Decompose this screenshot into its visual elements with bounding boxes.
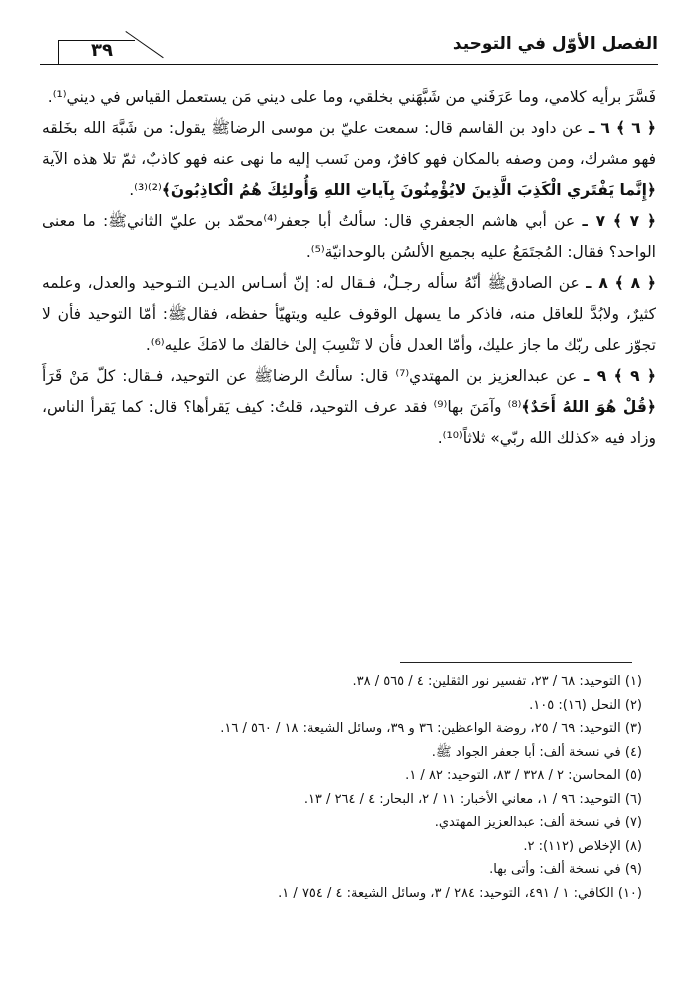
footnote-item: (٧) في نسخة ألف: عبدالعزيز المهتدي. [434,815,642,830]
footnote-item: (٨) الإخلاص (١١٢): ٢. [523,838,642,854]
hadith-8 [42,268,656,361]
footnote-item: (٤) في نسخة ألف: أبا جعفر الجواد ﷺ. [431,744,642,760]
hadith-9 [42,361,656,454]
hadith-number: ﴿ ٧ ﴾ ٧ ـ [582,212,656,230]
running-header [40,26,658,70]
footnote-item: (٩) في نسخة ألف: وأتى بها. [489,862,642,877]
footnote-item: (٦) التوحيد: ٩٦ / ١، معاني الأخبار: ١١ / ٢، البحار: ٤ / ٢٦٤ / ١٣. [303,791,642,807]
hadith-tail: ⁽⁸⁾ وآمَنَ بها⁽⁹⁾ فقد عرف التوحيد، قلتُ: كيف يَقرأها؟ قال: كما يَقرأ الناس، وزاد فيه «كذلك الله ربّي» ثلاثاً⁽¹⁰⁾. [42,398,656,447]
hadith-number: ﴿ ٩ ﴾ ٩ ـ [584,367,656,385]
header-title: الفصل الأوّل في التوحيد [452,34,658,54]
hadith-6 [42,113,656,206]
intro-paragraph: فَسَّرَ برأيه كلامي، وما عَرَفَني من شَبَّهَني بخلقي، وما على ديني مَن يستعمل القياس في ديني⁽¹⁾. [47,88,656,106]
footnote-item: (٥) المحاسن: ٢ / ٣٢٨ / ٨٣، التوحيد: ٨٢ / ١. [405,768,642,783]
page-number: ٣٩ [91,40,113,61]
hadith-number: ﴿ ٨ ﴾ ٨ ـ [586,274,656,292]
quran-verse: ﴿إِنَّما يَفْتَري الْكَذِبَ الَّذِينَ لايُؤْمِنُونَ بِآياتِ اللهِ وَأُولئِكَ هُمُ الْكاذِبُونَ﴾ [161,181,656,199]
hadith-7 [42,206,656,268]
hadith-number: ﴿ ٦ ﴾ ٦ ـ [588,119,656,137]
footnote-item: (١) التوحيد: ٦٨ / ٢٣، تفسير نور الثقلين: ٤ / ٥٦٥ / ٣٨. [352,674,642,689]
quran-verse: ﴿قُلْ هُوَ اللهُ أَحَدٌ﴾ [521,398,656,416]
footnote-separator [400,662,632,663]
hadith-text: عن عبدالعزيز بن المهتدي⁽⁷⁾ قال: سألتُ الرضاﷺ عن التوحيد، فـقال: كلّ مَنْ قَرَأَ [42,367,578,385]
hadith-text: عن داود بن القاسم قال: سمعت عليّ بن موسى الرضاﷺ يقول: من شَبَّهَ الله بخَلقه فهو مشرك، ومن وصفه بالمكان فهو كافرٌ، ومن نَسب إليه ما نهى عنه فهو كاذبٌ، ثمّ تلا هذه الآية [42,119,656,168]
hadith-text: عن أبي هاشم الجعفري قال: سألتُ أبا جعفر⁽⁴⁾محمّد بن عليّ الثانيﷺ: ما معنى الواحد؟ فقال: المُجتَمَعُ عليه بجميع الألسُن بالوحدانيّة⁽⁵⁾. [42,212,656,261]
footnote-item: (١٠) الكافي: ١ / ٤٩١، التوحيد: ٢٨٤ / ٣، وسائل الشيعة: ٤ / ٧٥٤ / ١. [278,885,642,901]
footnotes [42,670,656,905]
hadith-tail: ⁽²⁾⁽³⁾. [129,181,162,199]
main-text [42,82,656,454]
hadith-text: عن الصادقﷺ أنّهُ سأله رجـلٌ، فـقال له: إنّ أسـاس الديـن التـوحيد والعدل، وعلمه كثيرٌ، ولابُدَّ للعاقل منه، فاذكر ما يسهل الوقوف عليه ويتهيّأ حفظه، فقالﷺ: أمّا التوحيد فأن لا تجوّز على ربّك ما جاز عليك، وأمّا العدل فأن لا تَنْسِبَ إلىٰ خالقك ما لامَكَ عليه⁽⁶⁾. [42,274,656,354]
footnote-item: (٢) النحل (١٦): ١٠٥. [529,697,642,713]
footnote-item: (٣) التوحيد: ٦٩ / ٢٥، روضة الواعظين: ٣٦ و ٣٩، وسائل الشيعة: ١٨ / ٥٦٠ / ١٦. [220,721,642,736]
